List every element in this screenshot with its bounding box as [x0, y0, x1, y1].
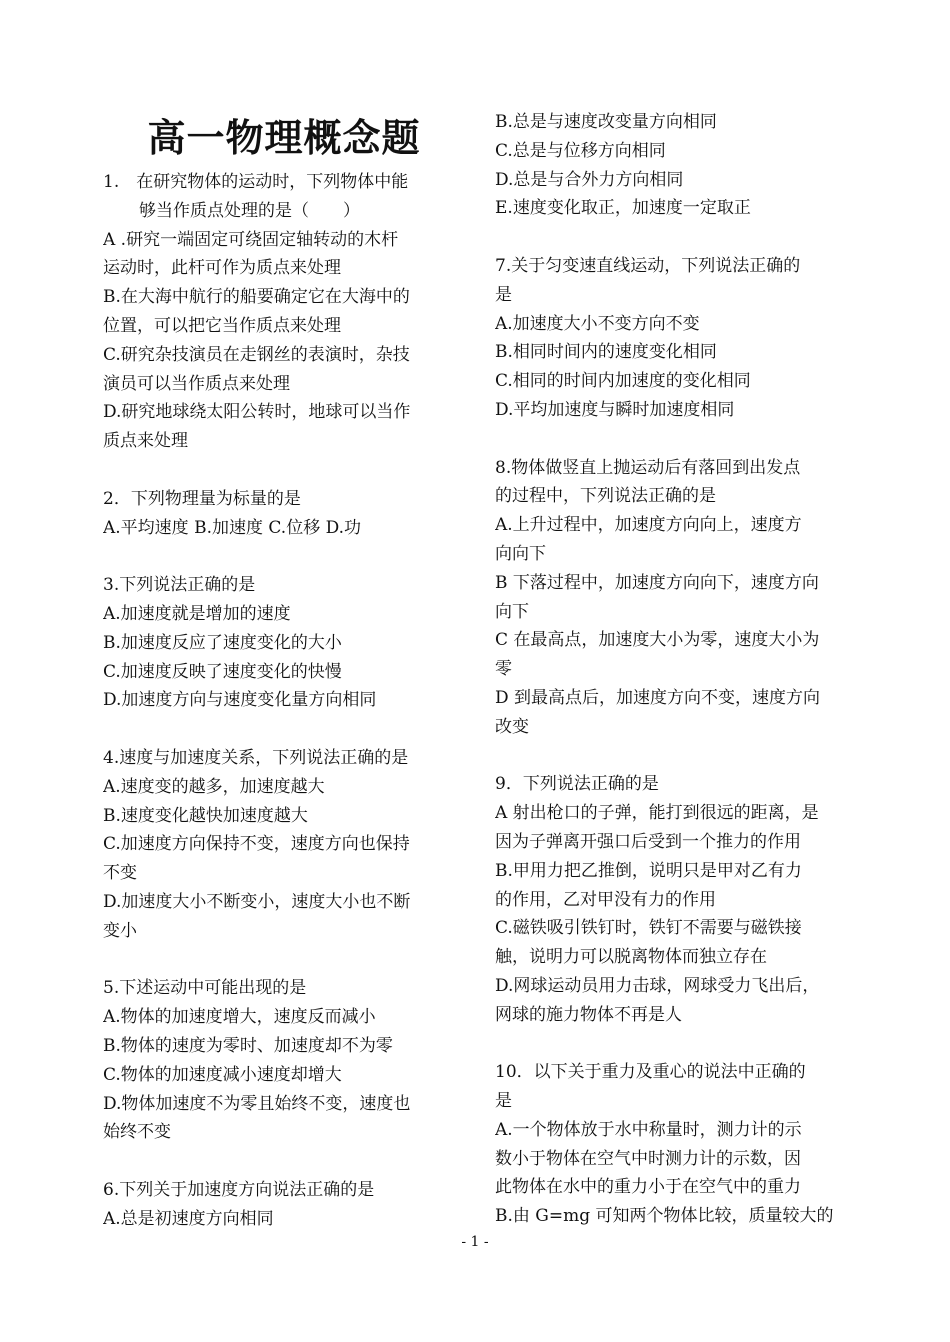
- question-line: B.物体的速度为零时、加速度却不为零: [103, 1035, 393, 1056]
- question-block: [103, 1176, 465, 1234]
- question-line: 因为子弹离开强口后受到一个推力的作用: [495, 831, 801, 852]
- question-line: 零: [495, 659, 512, 680]
- question-line: 6.下列关于加速度方向说法正确的是: [103, 1179, 375, 1200]
- question-line: A.物体的加速度增大，速度反而减小: [103, 1007, 376, 1028]
- question-line: A .研究一端固定可绕固定轴转动的木杆: [103, 229, 399, 250]
- question-line: D.加速度方向与速度变化量方向相同: [103, 690, 377, 711]
- question-line: 10．以下关于重力及重心的说法中正确的: [495, 1062, 806, 1083]
- question-line: A.加速度大小不变方向不变: [495, 313, 700, 334]
- question-gap: [103, 456, 465, 485]
- question-line: A.平均速度 B.加速度 C.位移 D.功: [103, 517, 362, 538]
- question-line: B.加速度反应了速度变化的大小: [103, 632, 342, 653]
- question-list-right: [495, 108, 857, 1231]
- question-line: 的作用，乙对甲没有力的作用: [495, 889, 716, 910]
- question-gap: [495, 1030, 857, 1059]
- question-line: 质点来处理: [103, 431, 188, 452]
- left-column: [103, 108, 465, 1233]
- question-line: C.加速度方向保持不变，速度方向也保持: [103, 834, 410, 855]
- question-line: 位置，可以把它当作质点来处理: [103, 315, 341, 336]
- question-line: D.研究地球绕太阳公转时，地球可以当作: [103, 402, 411, 423]
- page-number: - 1 -: [461, 1234, 489, 1250]
- question-line: B.相同时间内的速度变化相同: [495, 342, 717, 363]
- question-line: 网球的施力物体不再是人: [495, 1004, 682, 1025]
- question-block: [495, 1058, 857, 1231]
- question-line: 演员可以当作质点来处理: [103, 373, 290, 394]
- question-line: A.上升过程中，加速度方向向上，速度方: [495, 515, 802, 536]
- question-line: 向下: [495, 601, 529, 622]
- question-line: 1. 在研究物体的运动时，下列物体中能: [103, 172, 409, 192]
- question-line: D.加速度大小不断变小，速度大小也不断: [103, 891, 411, 912]
- question-gap: [495, 223, 857, 252]
- question-line: A 射出枪口的子弹，能打到很远的距离，是: [495, 803, 819, 824]
- question-block: [103, 571, 465, 715]
- question-line: 9．下列说法正确的是: [495, 774, 659, 795]
- question-line: 够当作质点处理的是（ ）: [139, 200, 360, 221]
- question-line: 向向下: [495, 543, 546, 564]
- question-line: A.一个物体放于水中称量时，测力计的示: [495, 1119, 802, 1140]
- question-line: C.物体的加速度减小速度却增大: [103, 1064, 342, 1085]
- question-block: [495, 252, 857, 425]
- question-block: [495, 770, 857, 1029]
- question-line: 的过程中，下列说法正确的是: [495, 486, 716, 507]
- question-line: C.加速度反映了速度变化的快慢: [103, 661, 342, 682]
- question-line: C.总是与位移方向相同: [495, 140, 666, 161]
- question-line: 变小: [103, 920, 137, 941]
- question-gap: [495, 425, 857, 454]
- question-block: [495, 454, 857, 742]
- question-block: [103, 168, 465, 456]
- question-block: [103, 744, 465, 946]
- question-gap: [103, 715, 465, 744]
- question-line: 4.速度与加速度关系，下列说法正确的是: [103, 747, 409, 768]
- question-line: 是: [495, 1091, 512, 1112]
- question-line: 5.下述运动中可能出现的是: [103, 978, 307, 999]
- question-line: D.网球运动员用力击球，网球受力飞出后，: [495, 975, 820, 996]
- question-line: C.磁铁吸引铁钉时，铁钉不需要与磁铁接: [495, 918, 802, 939]
- question-block: [495, 108, 857, 223]
- question-line: 数小于物体在空气中时测力计的示数，因: [495, 1148, 801, 1169]
- question-line: C 在最高点，加速度大小为零，速度大小为: [495, 630, 820, 651]
- question-line: 8.物体做竖直上抛运动后有落回到出发点: [495, 457, 801, 478]
- question-line: 7.关于匀变速直线运动，下列说法正确的: [495, 255, 801, 276]
- question-line: 改变: [495, 716, 529, 737]
- question-line: D.平均加速度与瞬时加速度相同: [495, 399, 735, 420]
- question-line: B.速度变化越快加速度越大: [103, 805, 308, 826]
- question-line: 3.下列说法正确的是: [103, 575, 256, 596]
- question-line: 始终不变: [103, 1122, 171, 1143]
- question-line: B.甲用力把乙推倒，说明只是甲对乙有力: [495, 860, 802, 881]
- question-line: A.总是初速度方向相同: [103, 1208, 274, 1229]
- question-line: D.物体加速度不为零且始终不变，速度也: [103, 1093, 411, 1114]
- question-line: 不变: [103, 863, 137, 884]
- question-line: A.加速度就是增加的速度: [103, 603, 291, 624]
- question-gap: [103, 946, 465, 975]
- right-column: [495, 108, 857, 1231]
- question-line: 触，说明力可以脱离物体而独立存在: [495, 947, 767, 968]
- question-line: A.速度变的越多，加速度越大: [103, 776, 325, 797]
- question-line: C.研究杂技演员在走钢丝的表演时，杂技: [103, 344, 410, 365]
- question-gap: [103, 542, 465, 571]
- question-gap: [103, 1147, 465, 1176]
- question-list-left: [103, 168, 465, 1233]
- page-title: 高一物理概念题: [147, 115, 421, 160]
- question-block: [103, 485, 465, 543]
- question-line: B.在大海中航行的船要确定它在大海中的: [103, 287, 410, 308]
- question-line: D.总是与合外力方向相同: [495, 169, 684, 190]
- question-gap: [495, 742, 857, 771]
- question-line: B.由 G=mg 可知两个物体比较，质量较大的: [495, 1206, 834, 1227]
- question-line: 运动时，此杆可作为质点来处理: [103, 258, 341, 279]
- question-line: D 到最高点后，加速度方向不变，速度方向: [495, 687, 821, 708]
- question-line: E.速度变化取正，加速度一定取正: [495, 198, 751, 219]
- question-line: B 下落过程中，加速度方向向下，速度方向: [495, 572, 819, 593]
- question-line: B.总是与速度改变量方向相同: [495, 112, 717, 132]
- question-line: 此物体在水中的重力小于在空气中的重力: [495, 1177, 801, 1198]
- question-line: C.相同的时间内加速度的变化相同: [495, 371, 751, 392]
- question-block: [103, 974, 465, 1147]
- question-line: 2．下列物理量为标量的是: [103, 488, 301, 509]
- question-line: 是: [495, 284, 512, 305]
